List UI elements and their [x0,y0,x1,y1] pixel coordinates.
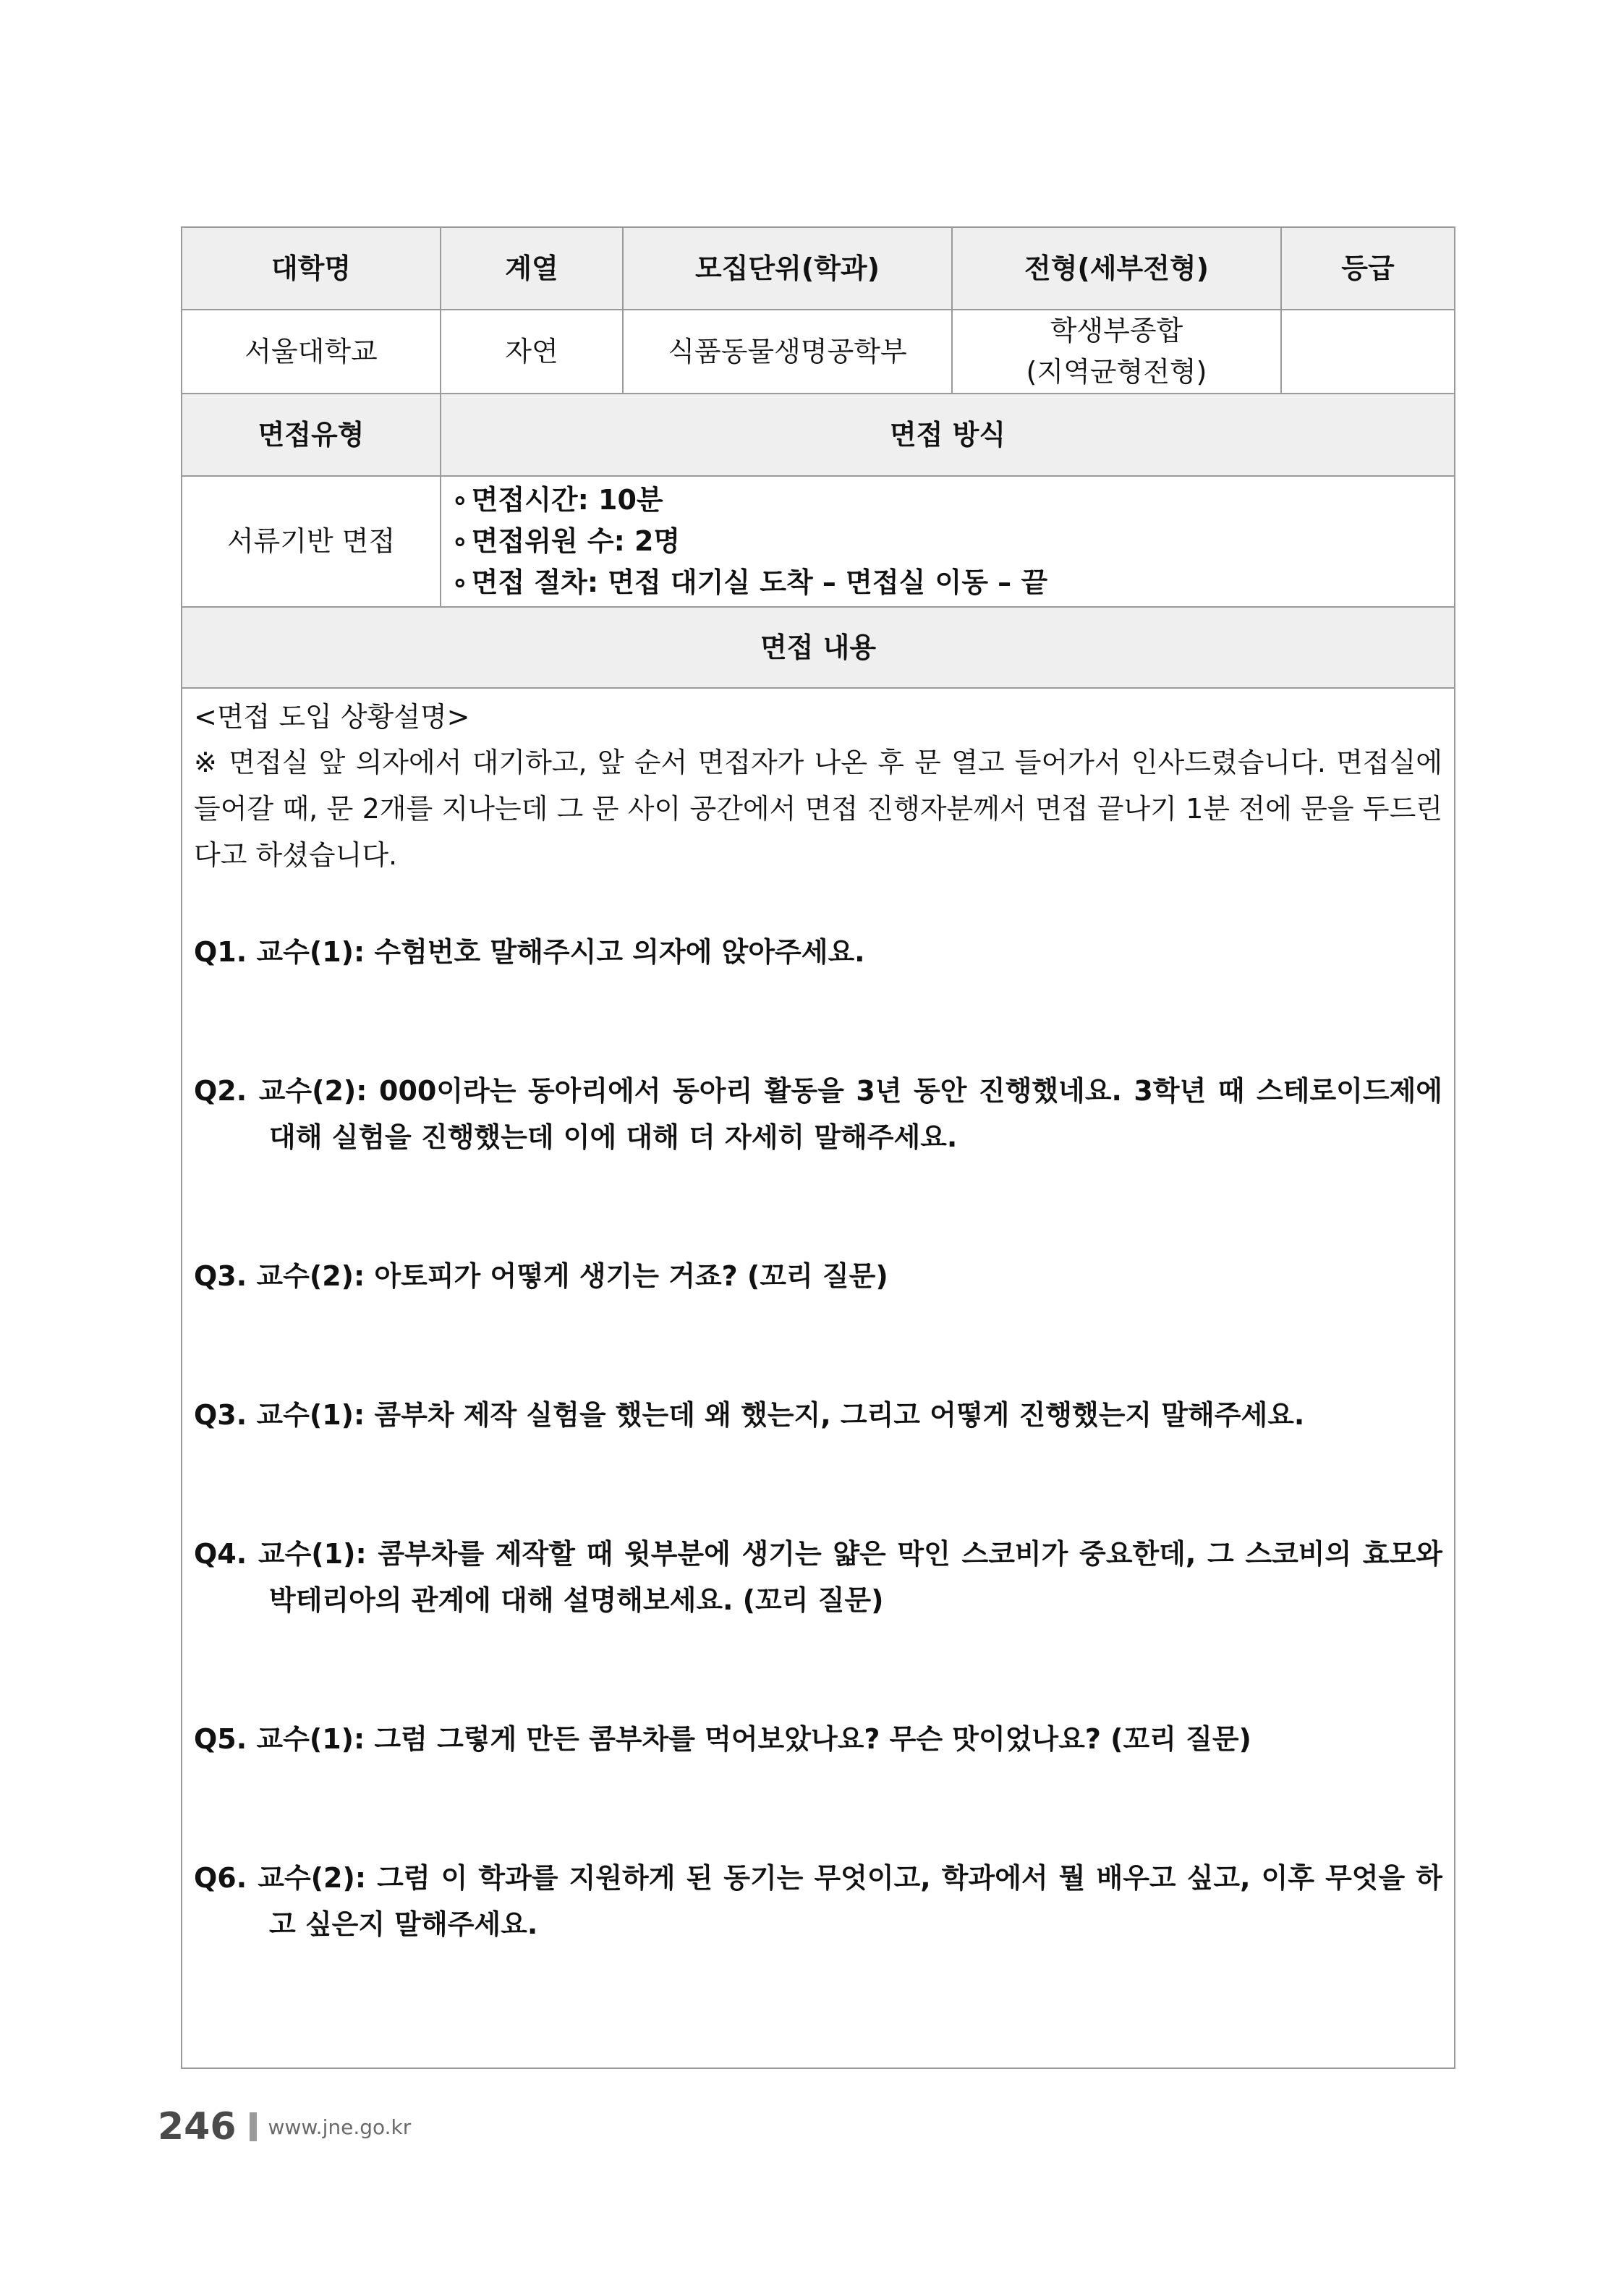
question-2: Q2. 교수(2): 000이라는 동아리에서 동아리 활동을 3년 동안 진행했네요. 3학년 때 스테로이드제에 대해 실험을 진행했는데 이에 대해 더 자세히 말해주세요. [194,1075,1442,1153]
interview-type-cell: 서류기반 면접 [182,476,441,607]
interview-method-header: 면접 방식 [441,394,1455,476]
intro-title: <면접 도입 상황설명> [194,701,470,733]
method-time: ∘ 면접시간: 10분 [451,480,1444,521]
method-procedure: ∘ 면접 절차: 면접 대기실 도착 – 면접실 이동 – 끝 [451,562,1444,603]
admission-line2: (지역균형전형) [1026,356,1207,388]
header-university: 대학명 [182,227,441,310]
header-unit: 모집단위(학과) [623,227,952,310]
footer-divider [250,2112,257,2141]
footer-site-url: www.jne.go.kr [268,2115,412,2139]
field-cell: 자연 [441,310,623,394]
unit-cell: 식품동물생명공학부 [623,310,952,394]
question-4: Q4. 교수(1): 콤부차를 제작할 때 윗부분에 생기는 얇은 막인 스코비가 중요한데, 그 스코비의 효모와 박테리아의 관계에 대해 설명해보세요. (꼬리 질문) [194,1538,1442,1616]
university-cell: 서울대학교 [182,310,441,394]
page-footer [158,2105,411,2149]
question-3b: Q3. 교수(1): 콤부차 제작 실험을 했는데 왜 했는지, 그리고 어떻게 진행했는지 말해주세요. [194,1399,1305,1431]
question-1: Q1. 교수(1): 수험번호 말해주시고 의자에 앉아주세요. [194,936,865,968]
method-panel-count: ∘ 면접위원 수: 2명 [451,521,1444,562]
interview-type-header: 면접유형 [182,394,441,476]
intro-text: ※ 면접실 앞 의자에서 대기하고, 앞 순서 면접자가 나온 후 문 열고 들어가서 인사드렸습니다. 면접실에 들어갈 때, 문 2개를 지나는데 그 문 사이 공간에서 면접 진행자분께서 면접 끝나기 1분 전에 문을 두드린다고 하셨습니다. [194,747,1442,871]
content-cell [182,688,1455,2068]
question-3: Q3. 교수(2): 아토피가 어떻게 생기는 거죠? (꼬리 질문) [194,1260,888,1292]
header-grade: 등급 [1281,227,1455,310]
question-5: Q5. 교수(1): 그럼 그렇게 만든 콤부차를 먹어보았나요? 무슨 맛이었나요? (꼬리 질문) [194,1723,1251,1755]
admission-line1: 학생부종합 [1050,315,1183,347]
header-admission: 전형(세부전형) [952,227,1281,310]
admission-cell [952,310,1281,394]
page-number: 246 [158,2105,237,2149]
content-header: 면접 내용 [182,607,1455,688]
interview-record-table [181,226,1455,2069]
question-6: Q6. 교수(2): 그럼 이 학과를 지원하게 된 동기는 무엇이고, 학과에서 뭘 배우고 싶고, 이후 무엇을 하고 싶은지 말해주세요. [194,1862,1442,1940]
interview-methods-cell [441,476,1455,607]
grade-cell [1281,310,1455,394]
header-field: 계열 [441,227,623,310]
